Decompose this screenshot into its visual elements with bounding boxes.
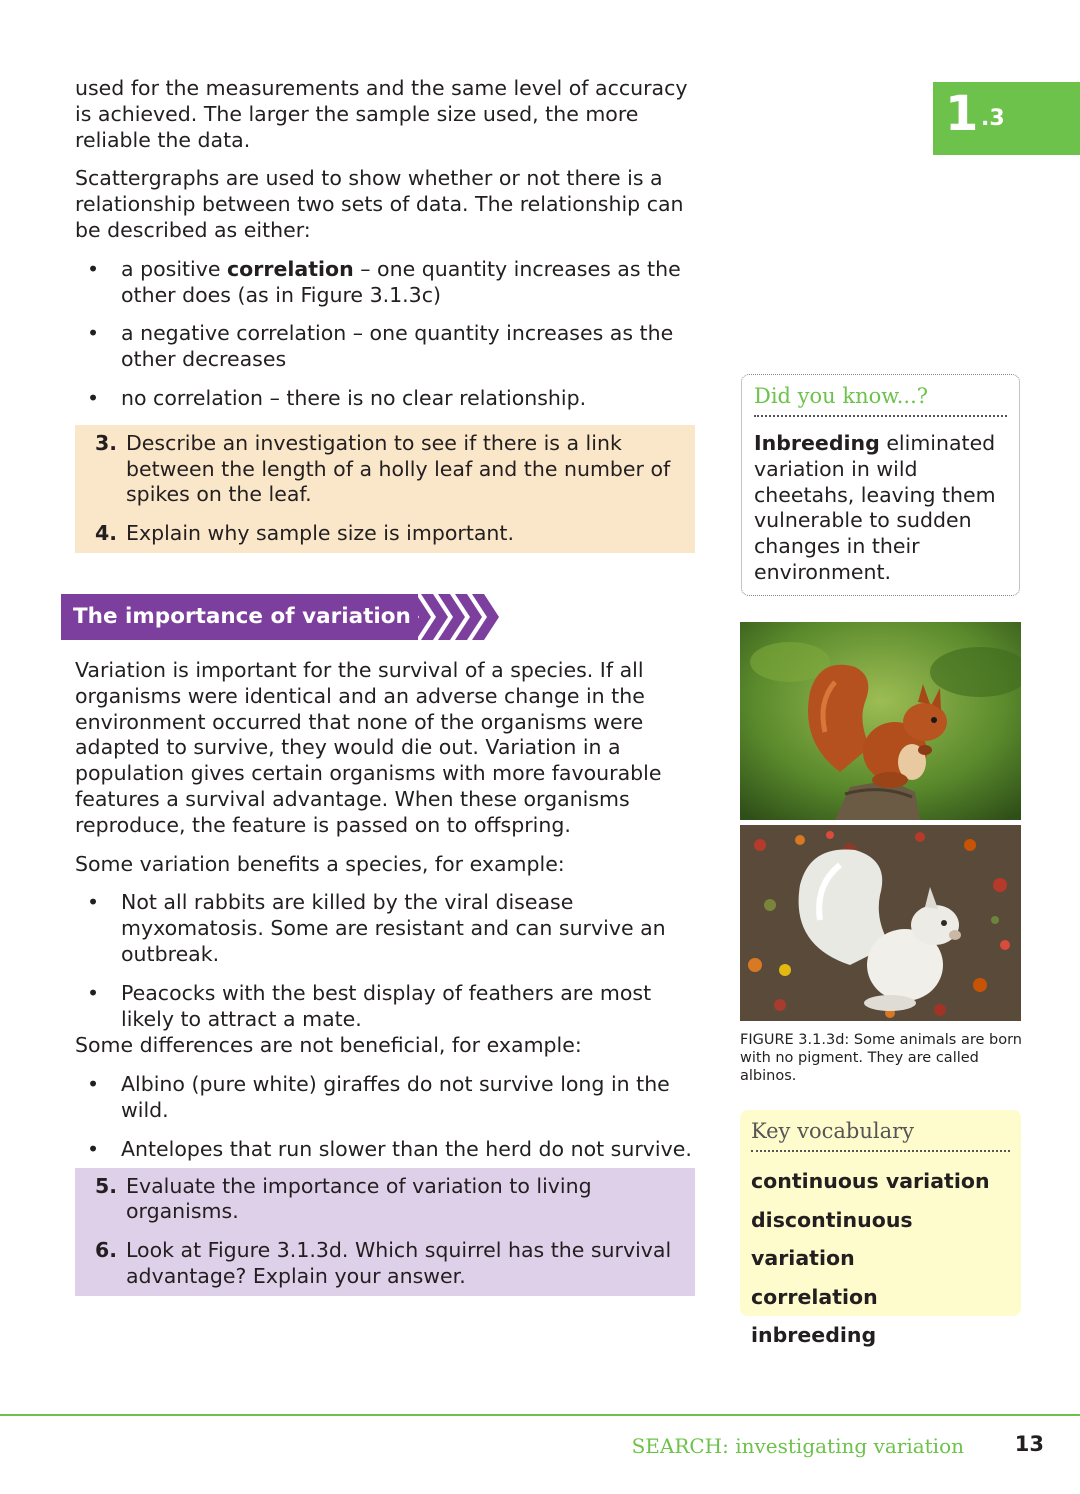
list-item: • Not all rabbits are killed by the viral disease myxomatosis. Some are resistant and can survive an outbreak. (75, 890, 695, 967)
paragraph: Some differences are not beneficial, for example: (75, 1033, 582, 1058)
list-item: • no correlation – there is no clear relationship. (75, 386, 695, 412)
question: 6. Look at Figure 3.1.3d. Which squirrel has the survival advantage? Explain your answer. (95, 1238, 672, 1288)
list-item: • Antelopes that run slower than the herd do not survive. (75, 1137, 695, 1163)
paragraph: used for the measurements and the same level of accuracy is achieved. The larger the sample size used, the more reliable the data. (75, 76, 688, 152)
section-heading-text: The importance of variation (61, 594, 418, 640)
questions-box (75, 1168, 695, 1296)
albino-squirrel-photo (740, 825, 1021, 1021)
correlation-list (75, 257, 695, 412)
did-you-know-text: Inbreeding eliminated variation in wild cheetahs, leaving them vulnerable to sudden changes in their environment. (754, 431, 996, 584)
key-vocabulary-title: Key vocabulary (751, 1116, 1010, 1152)
key-term: correlation (227, 256, 354, 281)
footer-divider (0, 1414, 1080, 1416)
did-you-know-title: Did you know...? (754, 381, 1007, 417)
chapter-number: 1 (945, 86, 979, 142)
chevrons-icon (404, 594, 538, 640)
question: 4. Explain why sample size is important. (95, 521, 514, 546)
question: 3. Describe an investigation to see if there is a link between the length of a holly leaf and the number of spikes on the leaf. (95, 430, 671, 507)
did-you-know-box (741, 374, 1020, 596)
figure-caption: FIGURE 3.1.3d: Some animals are born with no pigment. They are called albinos. (740, 1032, 1022, 1084)
question: 5. Evaluate the importance of variation to living organisms. (95, 1173, 592, 1224)
vocab-term: discontinuous variation (751, 1207, 913, 1270)
vocab-term: inbreeding (751, 1323, 877, 1347)
paragraph: Variation is important for the survival of a species. If all organisms were identical and an adverse change in the environment occurred that none of the organisms were adapted to survive, they would die out. Variation in a population gives certain organisms with more favourable features a survival advantage. When these organisms reproduce, the feature is passed on to offspring. (75, 657, 662, 837)
paragraph: Scattergraphs are used to show whether or not there is a relationship between two sets of data. The relationship can be described as either: (75, 166, 684, 242)
list-item: • Peacocks with the best display of feathers are most likely to attract a mate. (75, 981, 695, 1033)
list-item: • Albino (pure white) giraffes do not survive long in the wild. (75, 1072, 695, 1124)
section-heading (61, 594, 695, 640)
page-number: 13 (1014, 1432, 1044, 1456)
key-vocabulary-box (740, 1110, 1021, 1347)
list-item: • a positive correlation – one quantity increases as the other does (as in Figure 3.1.3c) (75, 257, 695, 309)
questions-box (75, 425, 695, 553)
list-item: • a negative correlation – one quantity increases as the other decreases (75, 321, 695, 373)
footer-search-text: SEARCH: investigating variation (631, 1434, 964, 1458)
main-column (75, 76, 695, 1296)
section-number: .3 (981, 106, 1005, 131)
chapter-tab (933, 82, 1080, 155)
vocab-term: continuous variation (751, 1169, 990, 1193)
red-squirrel-photo (740, 622, 1021, 820)
paragraph: Some variation benefits a species, for example: (75, 851, 565, 876)
benefits-list (75, 890, 695, 1032)
vocab-term: correlation (751, 1284, 878, 1309)
non-beneficial-list (75, 1072, 695, 1162)
